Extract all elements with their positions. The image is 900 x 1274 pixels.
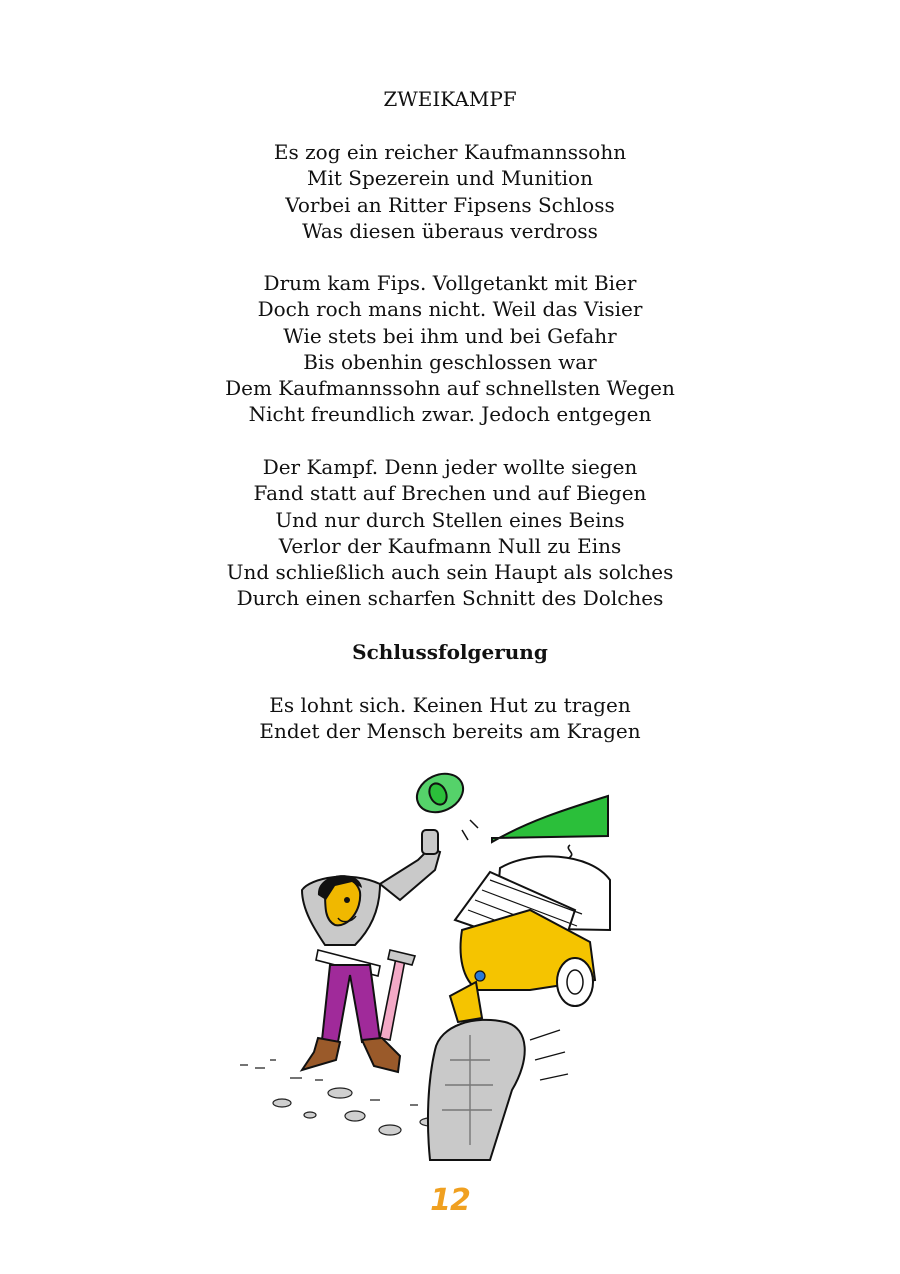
poem-line: Und schließlich auch sein Haupt als solches [226, 560, 674, 585]
big-knight [428, 856, 610, 1160]
poem-line: Fand statt auf Brechen und auf Biegen [253, 481, 647, 506]
knight-duel-illustration [230, 760, 620, 1180]
poem-line: Durch einen scharfen Schnitt des Dolches [236, 586, 664, 611]
flying-hat-green [411, 767, 470, 820]
conclusion-stanza [0, 692, 900, 745]
poem-line: Mit Spezerein und Munition [307, 166, 593, 191]
page-number: 12 [430, 1183, 470, 1218]
poem-line: Dem Kaufmannssohn auf schnellsten Wegen [225, 376, 675, 401]
poem-line: Der Kampf. Denn jeder wollte siegen [262, 455, 638, 479]
poem-line: Wie stets bei ihm und bei Gefahr [283, 323, 617, 348]
motion-lines [462, 820, 478, 840]
poem-line: Was diesen überaus verdross [302, 218, 598, 243]
poem-title: ZWEIKAMPF [383, 87, 517, 111]
knight-hat-green [492, 796, 608, 842]
poem-line: Doch roch mans nicht. Weil das Visier [257, 297, 643, 322]
stanza-3 [0, 454, 900, 612]
poem-line: Es zog ein reicher Kaufmannssohn [273, 140, 627, 164]
poem-line: Drum kam Fips. Vollgetankt mit Bier [263, 271, 637, 295]
poem-line: Bis obenhin geschlossen war [303, 349, 597, 374]
poem-line: Vorbei an Ritter Fipsens Schloss [285, 192, 615, 217]
stanza-2 [0, 270, 900, 428]
poem-line: Nicht freundlich zwar. Jedoch entgegen [248, 402, 652, 427]
stanza-1 [0, 139, 900, 244]
poem-line: Und nur durch Stellen eines Beins [275, 507, 625, 532]
ground-stones [273, 1088, 448, 1154]
poem-line: Endet der Mensch bereits am Kragen [259, 719, 641, 744]
poem-line: Es lohnt sich. Keinen Hut zu tragen [269, 693, 631, 717]
poem-line: Verlor der Kaufmann Null zu Eins [278, 533, 622, 558]
conclusion-title: Schlussfolgerung [352, 640, 548, 664]
small-knight [302, 830, 440, 1072]
